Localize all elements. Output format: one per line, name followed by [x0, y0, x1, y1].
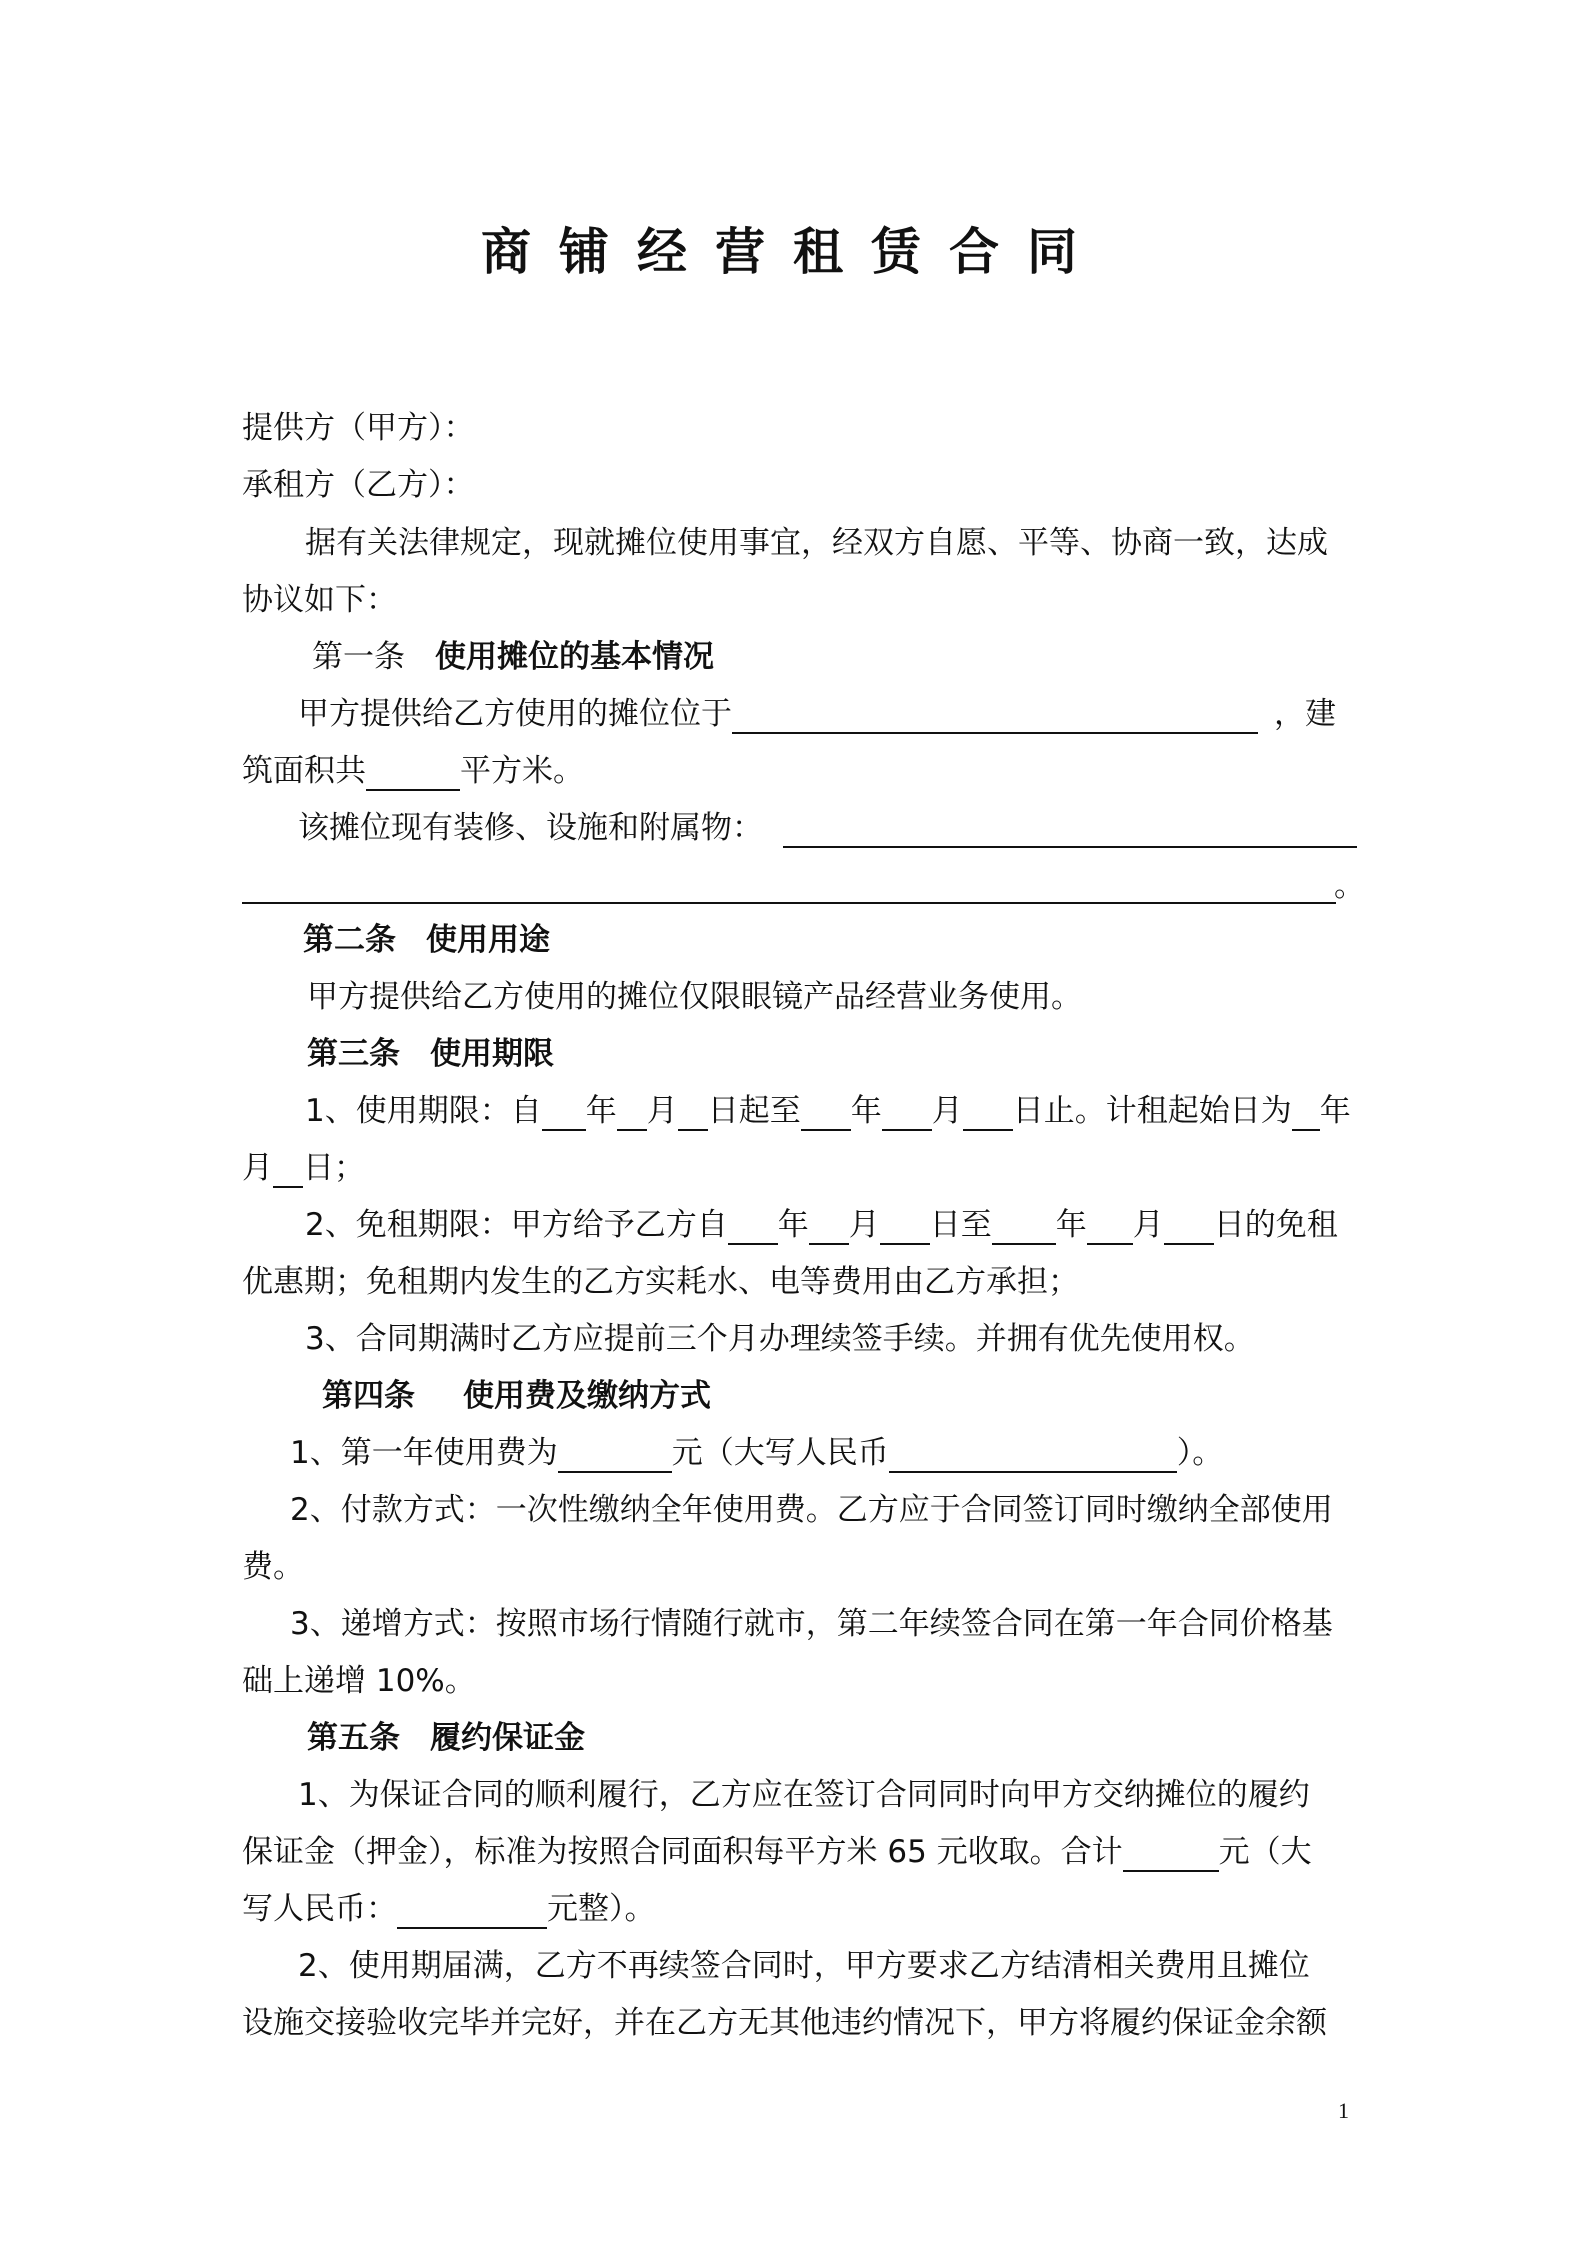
article-5-number: 第五条 — [307, 1720, 400, 1756]
term-line-1 — [305, 1091, 1351, 1131]
article-5-heading — [307, 1718, 585, 1758]
deposit-amount-blank — [1123, 1838, 1219, 1872]
refund-line-2: 设施交接验收完毕并完好，并在乙方无其他违约情况下，甲方将履约保证金余额 — [242, 2005, 1327, 2041]
fee-amount-blank — [558, 1439, 672, 1473]
article-2-title: 使用用途 — [426, 922, 550, 958]
rent-free-prefix: 2、免租期限：甲方给予乙方自 — [305, 1207, 728, 1243]
fee-capital-blank — [889, 1439, 1177, 1473]
deposit-line-2 — [242, 1832, 1312, 1872]
rent-start-day-blank — [273, 1154, 303, 1188]
term-start-day-blank — [678, 1097, 708, 1131]
term-prefix: 1、使用期限：自 — [305, 1093, 542, 1129]
area-blank — [366, 757, 460, 791]
increase-line-2: 础上递增 10%。 — [242, 1663, 476, 1699]
fixtures-blank-2 — [242, 902, 1336, 904]
article-2-number: 第二条 — [303, 922, 396, 958]
deposit-line-3 — [242, 1889, 656, 1929]
deposit-capital-label: 写人民币： — [242, 1891, 397, 1927]
article-2-text: 甲方提供给乙方使用的摊位仅限眼镜产品经营业务使用。 — [307, 979, 1082, 1015]
term-line-2 — [242, 1148, 365, 1188]
term-start-year-blank — [542, 1097, 586, 1131]
fee-line-1 — [290, 1433, 1223, 1473]
payment-line-1: 2、付款方式：一次性缴纳全年使用费。乙方应于合同签订同时缴纳全部使用 — [290, 1492, 1333, 1528]
location-text: 甲方提供给乙方使用的摊位位于 — [298, 696, 732, 732]
page-number: 1 — [1338, 2098, 1349, 2123]
deposit-capital-close: 元整）。 — [547, 1891, 656, 1927]
area-text: 筑面积共 — [242, 753, 366, 789]
renewal-line: 3、合同期满时乙方应提前三个月办理续签手续。并拥有优先使用权。 — [305, 1321, 1255, 1357]
article-4-heading — [322, 1376, 711, 1416]
to-label: 日至 — [929, 1207, 992, 1243]
rent-free-line-1 — [305, 1205, 1338, 1245]
day-end-label: 日； — [303, 1150, 365, 1186]
article-3-heading — [307, 1034, 554, 1074]
rent-start-year-blank — [1292, 1097, 1320, 1131]
rent-start-label: 日止。计租起始日为 — [1012, 1093, 1292, 1129]
article-3-number: 第三条 — [307, 1036, 400, 1072]
increase-line-1: 3、递增方式：按照市场行情随行就市，第二年续签合同在第一年合同价格基 — [290, 1606, 1333, 1642]
document-title: 商铺经营租赁合同 — [481, 223, 1105, 281]
month-label: 月 — [242, 1150, 273, 1186]
preamble-line-2: 协议如下： — [242, 582, 397, 618]
article-1-location-line — [298, 694, 1336, 734]
deposit-line-1: 1、为保证合同的顺利履行，乙方应在签订合同同时向甲方交纳摊位的履约 — [298, 1777, 1310, 1813]
area-suffix: 平方米。 — [460, 753, 584, 789]
article-1-title: 使用摊位的基本情况 — [435, 639, 714, 675]
free-end-month-blank — [1087, 1211, 1133, 1245]
free-start-month-blank — [809, 1211, 849, 1245]
article-1-number: 第一条 — [312, 639, 405, 675]
preamble-line-1: 据有关法律规定，现就摊位使用事宜，经双方自愿、平等、协商一致，达成 — [305, 525, 1328, 561]
rent-free-line-2: 优惠期；免租期内发生的乙方实耗水、电等费用由乙方承担； — [242, 1264, 1079, 1300]
article-1-fixtures-line: 该摊位现有装修、设施和附属物： — [298, 810, 763, 846]
article-4-title: 使用费及缴纳方式 — [463, 1378, 711, 1414]
term-end-month-blank — [882, 1097, 932, 1131]
location-blank — [732, 700, 1258, 734]
location-suffix: ，建 — [1274, 696, 1336, 732]
term-end-year-blank — [801, 1097, 851, 1131]
free-start-year-blank — [728, 1211, 778, 1245]
fee-capital-label: 元（大写人民币 — [671, 1435, 889, 1471]
lessee-label: 承租方（乙方）： — [242, 467, 475, 503]
lessor-label: 提供方（甲方）： — [242, 410, 475, 446]
year-label: 年 — [1055, 1207, 1087, 1243]
free-end-day-blank — [1164, 1211, 1214, 1245]
month-label: 月 — [848, 1207, 880, 1243]
deposit-standard-text: 保证金（押金），标准为按照合同面积每平方米 65 元收取。合计 — [242, 1834, 1123, 1870]
refund-line-1: 2、使用期届满，乙方不再续签合同时，甲方要求乙方结清相关费用且摊位 — [298, 1948, 1310, 1984]
year-label: 年 — [585, 1093, 617, 1129]
article-1-area-line — [242, 751, 584, 791]
article-2-heading — [303, 920, 550, 960]
month-label: 月 — [1132, 1207, 1164, 1243]
deposit-capital-open: 元（大 — [1218, 1834, 1312, 1870]
term-end-day-blank — [963, 1097, 1013, 1131]
article-1-heading — [312, 637, 714, 677]
article-3-title: 使用期限 — [430, 1036, 554, 1072]
year-label: 年 — [777, 1207, 809, 1243]
year-label: 年 — [850, 1093, 882, 1129]
fee-closing: ）。 — [1176, 1435, 1224, 1471]
rent-free-suffix: 日的免租 — [1213, 1207, 1338, 1243]
month-label: 月 — [646, 1093, 678, 1129]
fixtures-blank-1 — [783, 846, 1357, 848]
deposit-capital-blank — [397, 1895, 547, 1929]
article-5-title: 履约保证金 — [430, 1720, 585, 1756]
fixtures-period: 。 — [1334, 868, 1365, 904]
from-label: 日起至 — [707, 1093, 801, 1129]
fee-text: 1、第一年使用费为 — [290, 1435, 558, 1471]
article-4-number: 第四条 — [322, 1378, 415, 1414]
term-start-month-blank — [617, 1097, 647, 1131]
month-label: 月 — [931, 1093, 963, 1129]
free-end-year-blank — [992, 1211, 1056, 1245]
free-start-day-blank — [880, 1211, 930, 1245]
year-label: 年 — [1319, 1093, 1351, 1129]
payment-line-2: 费。 — [242, 1549, 304, 1585]
